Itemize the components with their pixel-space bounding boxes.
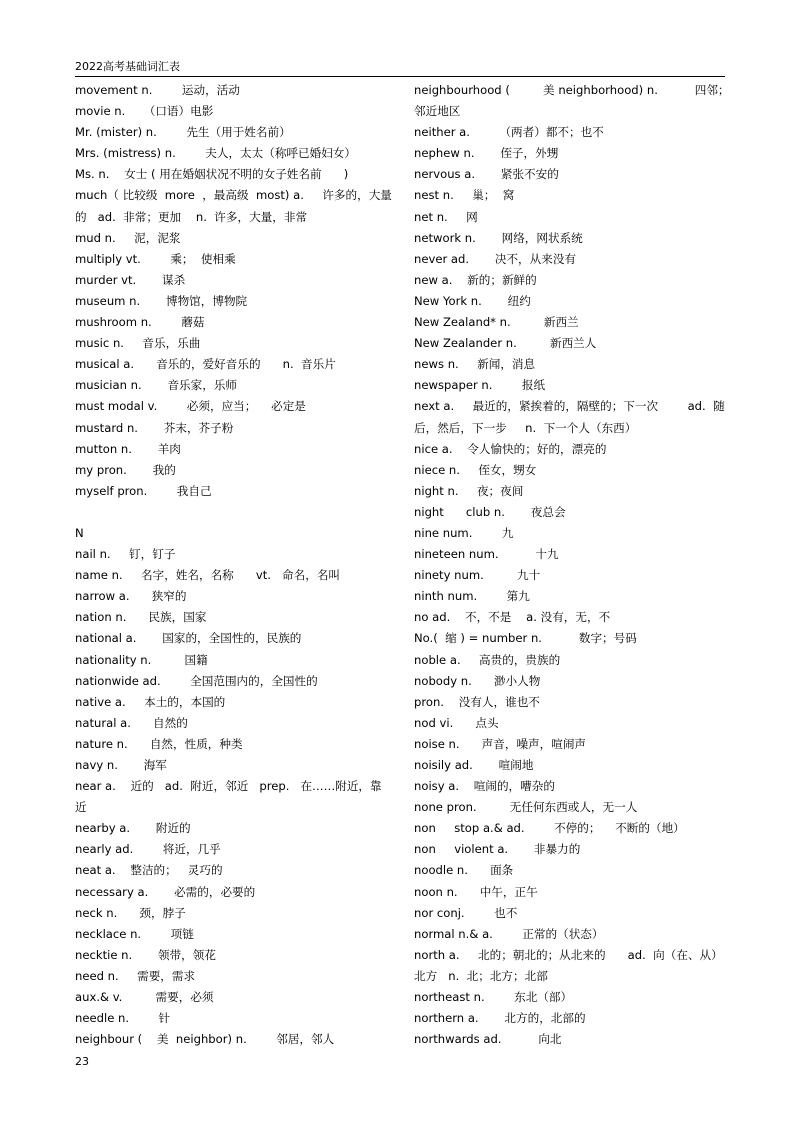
page-number: 23 <box>75 1055 89 1068</box>
vocab-entry: No.( 缩 ) = number n. 数字；号码 <box>414 631 637 646</box>
vocab-entry: must modal v. 必须，应当； 必定是 <box>75 399 306 414</box>
vocab-entry: night club n. 夜总会 <box>414 504 566 519</box>
vocab-entry: nation n. 民族，国家 <box>75 610 207 625</box>
vocab-entry: none pron. 无任何东西或人，无一人 <box>414 800 638 815</box>
vocab-entry: noon n. 中午，正午 <box>414 884 538 899</box>
vocab-entry: neat a. 整洁的； 灵巧的 <box>75 863 223 878</box>
vocab-entry: movement n. 运动，活动 <box>75 83 240 97</box>
vocab-entry: mud n. 泥，泥浆 <box>75 230 181 245</box>
vocab-entry: nail n. 钉，钉子 <box>75 547 176 562</box>
vocab-entry: normal n.& a. 正常的（状态） <box>414 926 604 941</box>
vocab-entry: north a. 北的；朝北的；从北来的 ad. 向（在、从）北方 n. 北；北方；北部 <box>414 947 723 983</box>
vocab-entry: neither a. （两者）都不；也不 <box>414 125 604 140</box>
vocab-entry: myself pron. 我自己 <box>75 483 212 498</box>
vocab-entry: pron. 没有人，谁也不 <box>414 694 540 709</box>
vocab-entry: nest n. 巢； 窝 <box>414 188 515 203</box>
vocab-entry: ninety num. 九十 <box>414 568 541 583</box>
vocab-entry: aux.& v. 需要，必须 <box>75 990 214 1005</box>
vocab-entry: near a. 近的 ad. 附近，邻近 prep. 在……附近，靠近 <box>75 779 382 815</box>
vocab-entry: nature n. 自然，性质，种类 <box>75 736 243 751</box>
vocab-entry: nod vi. 点头 <box>414 715 499 730</box>
vocab-entry: never ad. 决不，从来没有 <box>414 251 577 266</box>
header-divider <box>75 76 725 77</box>
vocab-entry: non stop a.& ad. 不停的； 不断的（地） <box>414 821 685 836</box>
vocab-entry: nobody n. 渺小人物 <box>414 673 541 688</box>
vocab-entry: neighbourhood ( 美 neighborhood) n. 四邻；邻近地区 <box>414 83 730 119</box>
vocab-entry: native a. 本土的，本国的 <box>75 694 226 709</box>
vocab-entry: necklace n. 项链 <box>75 926 194 941</box>
vocab-entry: name n. 名字，姓名，名称 vt. 命名，名叫 <box>75 568 341 583</box>
right-entry-list <box>414 80 732 1050</box>
vocab-entry: New Zealand* n. 新西兰 <box>414 315 579 330</box>
vocab-entry: navy n. 海军 <box>75 758 167 772</box>
vocab-entry: natural a. 自然的 <box>75 715 188 730</box>
vocab-entry: net n. 网 <box>414 209 478 224</box>
section-letter-heading: N <box>75 525 84 540</box>
vocab-entry: new a. 新的；新鲜的 <box>414 272 537 287</box>
left-column <box>75 80 393 1050</box>
vocab-entry: needle n. 针 <box>75 1011 171 1026</box>
vocab-entry: mushroom n. 蘑菇 <box>75 315 205 330</box>
vocab-entry: newspaper n. 报纸 <box>414 378 546 393</box>
vocab-entry: my pron. 我的 <box>75 462 176 477</box>
vocab-entry: music n. 音乐，乐曲 <box>75 336 201 351</box>
vocab-entry: necktie n. 领带，领花 <box>75 947 216 962</box>
vocab-entry: no ad. 不，不是 a. 没有，无，不 <box>414 610 611 625</box>
vocab-entry: nearby a. 附近的 <box>75 821 191 836</box>
vocab-entry: musician n. 音乐家，乐师 <box>75 378 238 393</box>
vocab-entry: nor conj. 也不 <box>414 905 518 920</box>
vocab-entry: mustard n. 芥末，芥子粉 <box>75 420 234 435</box>
vocab-entry: Mr. (mister) n. 先生（用于姓名前） <box>75 125 291 140</box>
vocab-entry: northwards ad. 向北 <box>414 1032 562 1047</box>
vocab-entry: nine num. 九 <box>414 525 514 540</box>
vocab-entry: New York n. 纽约 <box>414 293 531 308</box>
vocab-entry: network n. 网络，网状系统 <box>414 230 583 245</box>
vocab-entry: national a. 国家的，全国性的，民族的 <box>75 631 302 646</box>
vocab-entry: nervous a. 紧张不安的 <box>414 167 559 182</box>
vocab-entry: non violent a. 非暴力的 <box>414 842 581 857</box>
vocab-entry: noisy a. 喧闹的，嘈杂的 <box>414 779 555 794</box>
vocab-entry: Ms. n. 女士 ( 用在婚姻状况不明的女子姓名前 ) <box>75 167 349 182</box>
vocab-entry: murder vt. 谋杀 <box>75 272 186 287</box>
vocab-entry: noodle n. 面条 <box>414 863 514 878</box>
vocab-entry: need n. 需要，需求 <box>75 968 196 983</box>
vocab-entry: necessary a. 必需的，必要的 <box>75 884 256 899</box>
vocab-entry: movie n. （口语）电影 <box>75 104 214 119</box>
vocab-entry: nephew n. 侄子，外甥 <box>414 146 559 161</box>
vocab-entry: New Zealander n. 新西兰人 <box>414 336 597 351</box>
vocab-entry: northeast n. 东北（部） <box>414 990 573 1005</box>
vocab-entry: niece n. 侄女，甥女 <box>414 462 537 477</box>
vocab-entry: nearly ad. 将近，几乎 <box>75 842 221 857</box>
vocab-entry: noble a. 高贵的，贵族的 <box>414 652 561 667</box>
vocab-entry: much（ 比较级 more ，最高级 most) a. 许多的，大量的 ad. 非常；更加 n. 许多，大量，非常 <box>75 188 392 224</box>
vocab-entry: neck n. 颈，脖子 <box>75 905 186 920</box>
left-entry-list-n <box>75 544 393 1050</box>
vocab-entry: neighbour ( 美 neighbor) n. 邻居，邻人 <box>75 1032 335 1047</box>
vocab-entry: Mrs. (mistress) n. 夫人，太太（称呼已婚妇女） <box>75 146 356 161</box>
vocab-entry: noise n. 声音，噪声，喧闹声 <box>414 736 587 751</box>
vocab-entry: news n. 新闻，消息 <box>414 357 536 372</box>
vocab-entry: museum n. 博物馆，博物院 <box>75 293 248 308</box>
vocab-entry: noisily ad. 喧闹地 <box>414 758 534 772</box>
vocab-entry: nineteen num. 十九 <box>414 547 559 562</box>
vocab-entry: next a. 最近的，紧挨着的，隔壁的；下一次 ad. 随后，然后，下一步 n. 下一个人（东西） <box>414 399 725 435</box>
vocab-entry: nationality n. 国籍 <box>75 652 208 667</box>
vocab-entry: nationwide ad. 全国范围内的，全国性的 <box>75 673 318 688</box>
vocab-entry: mutton n. 羊肉 <box>75 441 181 456</box>
right-column <box>414 80 732 1050</box>
vocab-entry: ninth num. 第九 <box>414 589 530 604</box>
vocab-entry: narrow a. 狭窄的 <box>75 589 187 604</box>
vocab-entry: night n. 夜；夜间 <box>414 483 524 498</box>
vocab-entry: northern a. 北方的，北部的 <box>414 1011 586 1026</box>
vocab-entry: musical a. 音乐的，爱好音乐的 n. 音乐片 <box>75 357 336 372</box>
vocab-entry: multiply vt. 乘； 使相乘 <box>75 251 236 266</box>
left-entry-list <box>75 80 393 502</box>
vocab-entry: nice a. 令人愉快的；好的，漂亮的 <box>414 441 607 456</box>
page-header: 2022高考基础词汇表 <box>75 60 180 73</box>
